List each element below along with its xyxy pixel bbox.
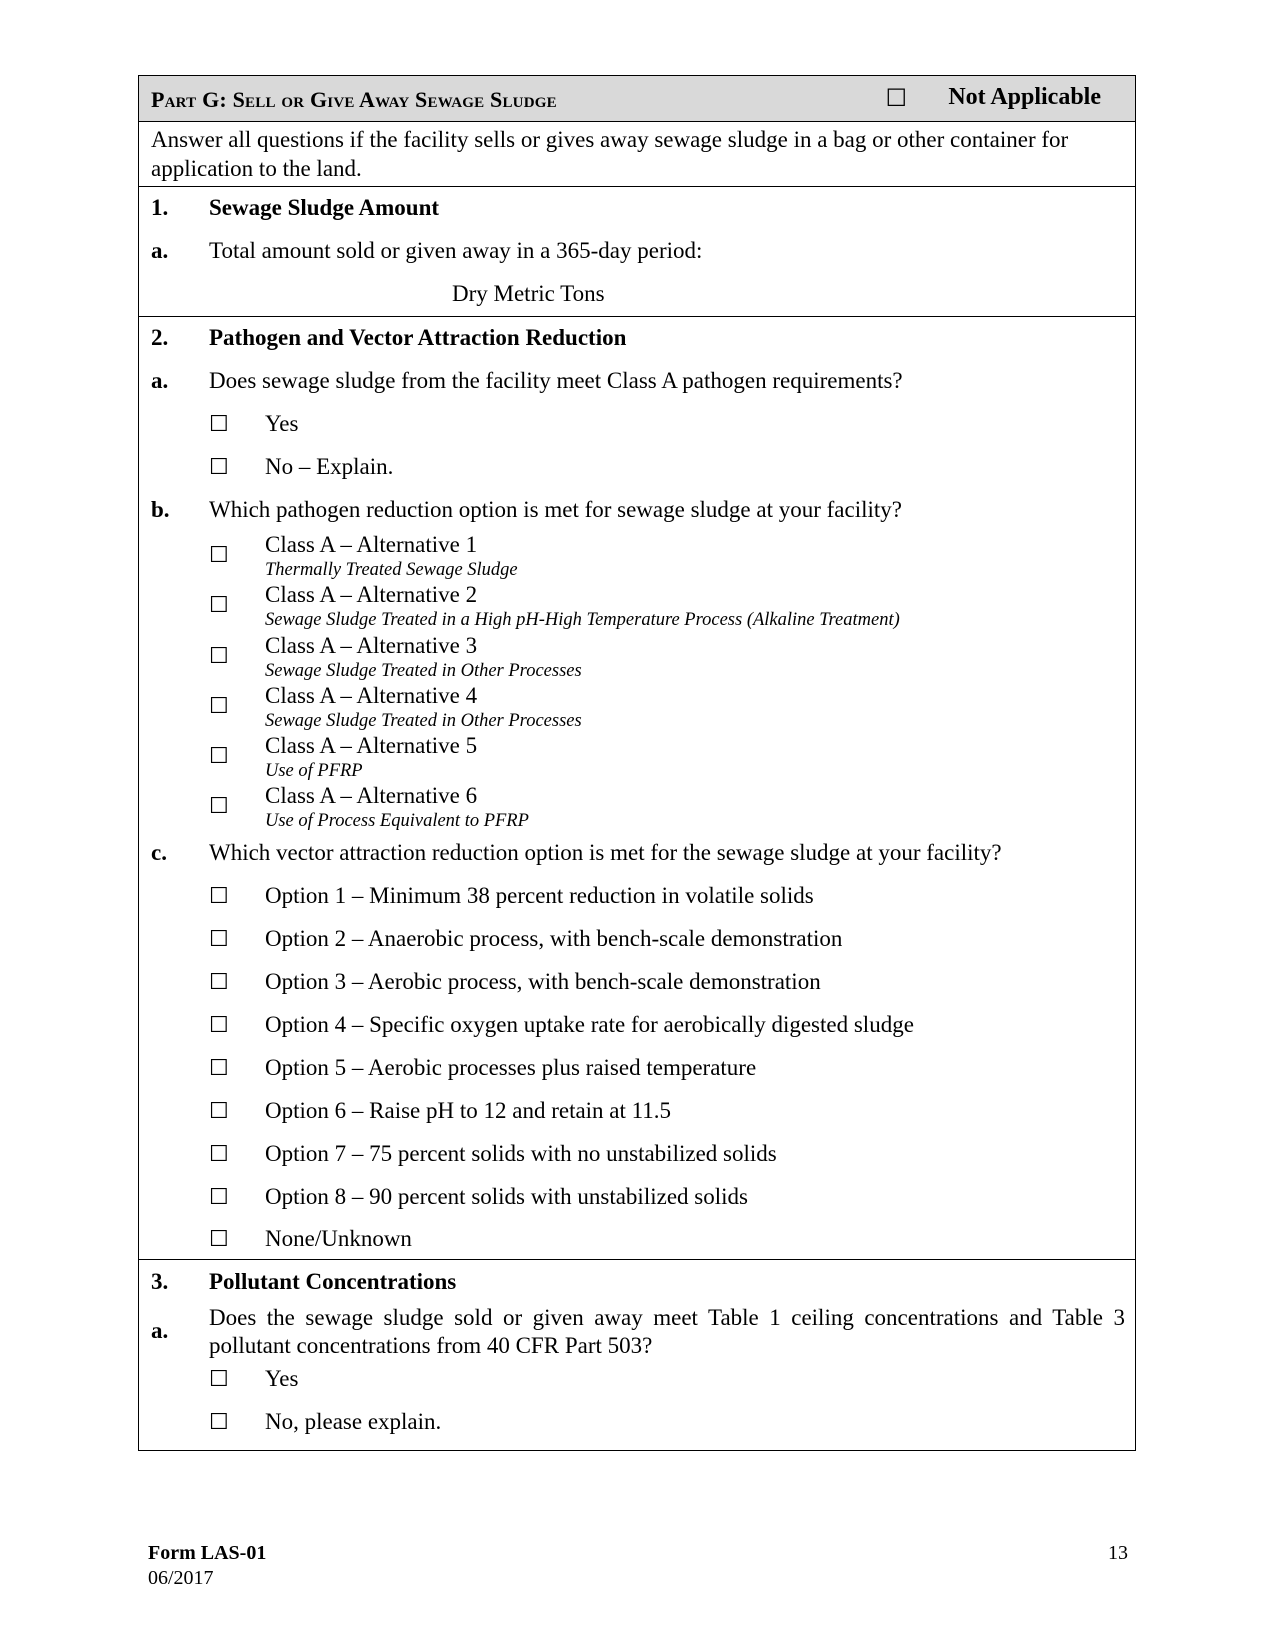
yes-checkbox[interactable]: ☐ [209,411,229,436]
question-label: c. [151,840,167,865]
option-1-checkbox[interactable]: ☐ [209,883,229,908]
option-label: Class A – Alternative 5 [265,733,478,758]
question-label: a. [151,368,169,393]
section-title: Pathogen and Vector Attraction Reduction [209,325,627,350]
option-label: No – Explain. [265,454,394,479]
option-sublabel: Use of Process Equivalent to PFRP [265,811,529,831]
alternative-3-checkbox[interactable]: ☐ [209,643,229,668]
option-sublabel: Sewage Sludge Treated in Other Processes [265,661,582,681]
section-pollutant-concentrations [139,1260,1135,1450]
question-text: Does sewage sludge from the facility meet Class A pathogen requirements? [209,368,903,393]
question-text: Which pathogen reduction option is met for sewage sludge at your facility? [209,497,902,522]
option-label: Option 7 – 75 percent solids with no unstabilized solids [265,1141,777,1166]
option-label: Option 1 – Minimum 38 percent reduction in volatile solids [265,883,814,908]
question-text: Which vector attraction reduction option is met for the sewage sludge at your facility? [209,840,1002,865]
option-label: Class A – Alternative 1 [265,532,478,557]
option-sublabel: Use of PFRP [265,761,363,781]
option-label: No, please explain. [265,1409,442,1434]
page-number: 13 [1108,1542,1128,1564]
alternative-4-checkbox[interactable]: ☐ [209,693,229,718]
option-label: Yes [265,411,299,436]
option-sublabel: Sewage Sludge Treated in Other Processes [265,711,582,731]
part-header [139,76,1135,122]
dry-metric-tons-unit: Dry Metric Tons [452,281,605,306]
option-label: Option 4 – Specific oxygen uptake rate for aerobically digested sludge [265,1012,914,1037]
section-number: 3. [151,1269,169,1294]
no-checkbox[interactable]: ☐ [209,1409,229,1434]
option-8-checkbox[interactable]: ☐ [209,1184,229,1209]
section-number: 2. [151,325,169,350]
option-label: Yes [265,1366,299,1391]
question-label: a. [151,1318,169,1343]
not-applicable-label: Not Applicable [948,84,1101,110]
option-label: Option 3 – Aerobic process, with bench-scale demonstration [265,969,821,994]
option-3-checkbox[interactable]: ☐ [209,969,229,994]
option-sublabel: Sewage Sludge Treated in a High pH-High Temperature Process (Alkaline Treatment) [265,610,900,630]
section-pathogen-vector [139,317,1135,1260]
part-title: Part G: Sell or Give Away Sewage Sludge [151,87,557,112]
section-title: Pollutant Concentrations [209,1269,457,1294]
not-applicable-checkbox[interactable]: ☐ [885,86,907,112]
option-label: Option 2 – Anaerobic process, with bench-scale demonstration [265,926,843,951]
none-unknown-checkbox[interactable]: ☐ [209,1226,229,1251]
footer-form-id: Form LAS-01 [148,1542,267,1564]
alternative-2-checkbox[interactable]: ☐ [209,592,229,617]
yes-checkbox[interactable]: ☐ [209,1366,229,1391]
option-label: Class A – Alternative 6 [265,783,478,808]
alternative-6-checkbox[interactable]: ☐ [209,793,229,818]
form-part-g [138,75,1136,1451]
section-title: Sewage Sludge Amount [209,195,440,220]
option-label: None/Unknown [265,1226,412,1251]
option-2-checkbox[interactable]: ☐ [209,926,229,951]
option-label: Class A – Alternative 2 [265,582,478,607]
question-label: b. [151,497,170,522]
option-5-checkbox[interactable]: ☐ [209,1055,229,1080]
section-number: 1. [151,195,169,220]
option-6-checkbox[interactable]: ☐ [209,1098,229,1123]
option-4-checkbox[interactable]: ☐ [209,1012,229,1037]
option-label: Class A – Alternative 3 [265,633,478,658]
alternative-1-checkbox[interactable]: ☐ [209,542,229,567]
option-7-checkbox[interactable]: ☐ [209,1141,229,1166]
question-label: a. [151,238,169,263]
question-text: Total amount sold or given away in a 365-day period: [209,238,703,263]
option-label: Option 8 – 90 percent solids with unstabilized solids [265,1184,748,1209]
question-text: Does the sewage sludge sold or given away meet Table 1 ceiling concentrations and Table 3 pollutant concentrations from 40 CFR Part 503? [209,1305,1125,1358]
option-label: Option 5 – Aerobic processes plus raised temperature [265,1055,757,1080]
no-checkbox[interactable]: ☐ [209,454,229,479]
section-sludge-amount [139,187,1135,317]
option-label: Class A – Alternative 4 [265,683,478,708]
intro-text: Answer all questions if the facility sells or gives away sewage sludge in a bag or other container for application to the land. [139,122,1135,187]
footer-date: 06/2017 [148,1567,214,1589]
option-label: Option 6 – Raise pH to 12 and retain at 11.5 [265,1098,672,1123]
alternative-5-checkbox[interactable]: ☐ [209,743,229,768]
option-sublabel: Thermally Treated Sewage Sludge [265,560,518,580]
